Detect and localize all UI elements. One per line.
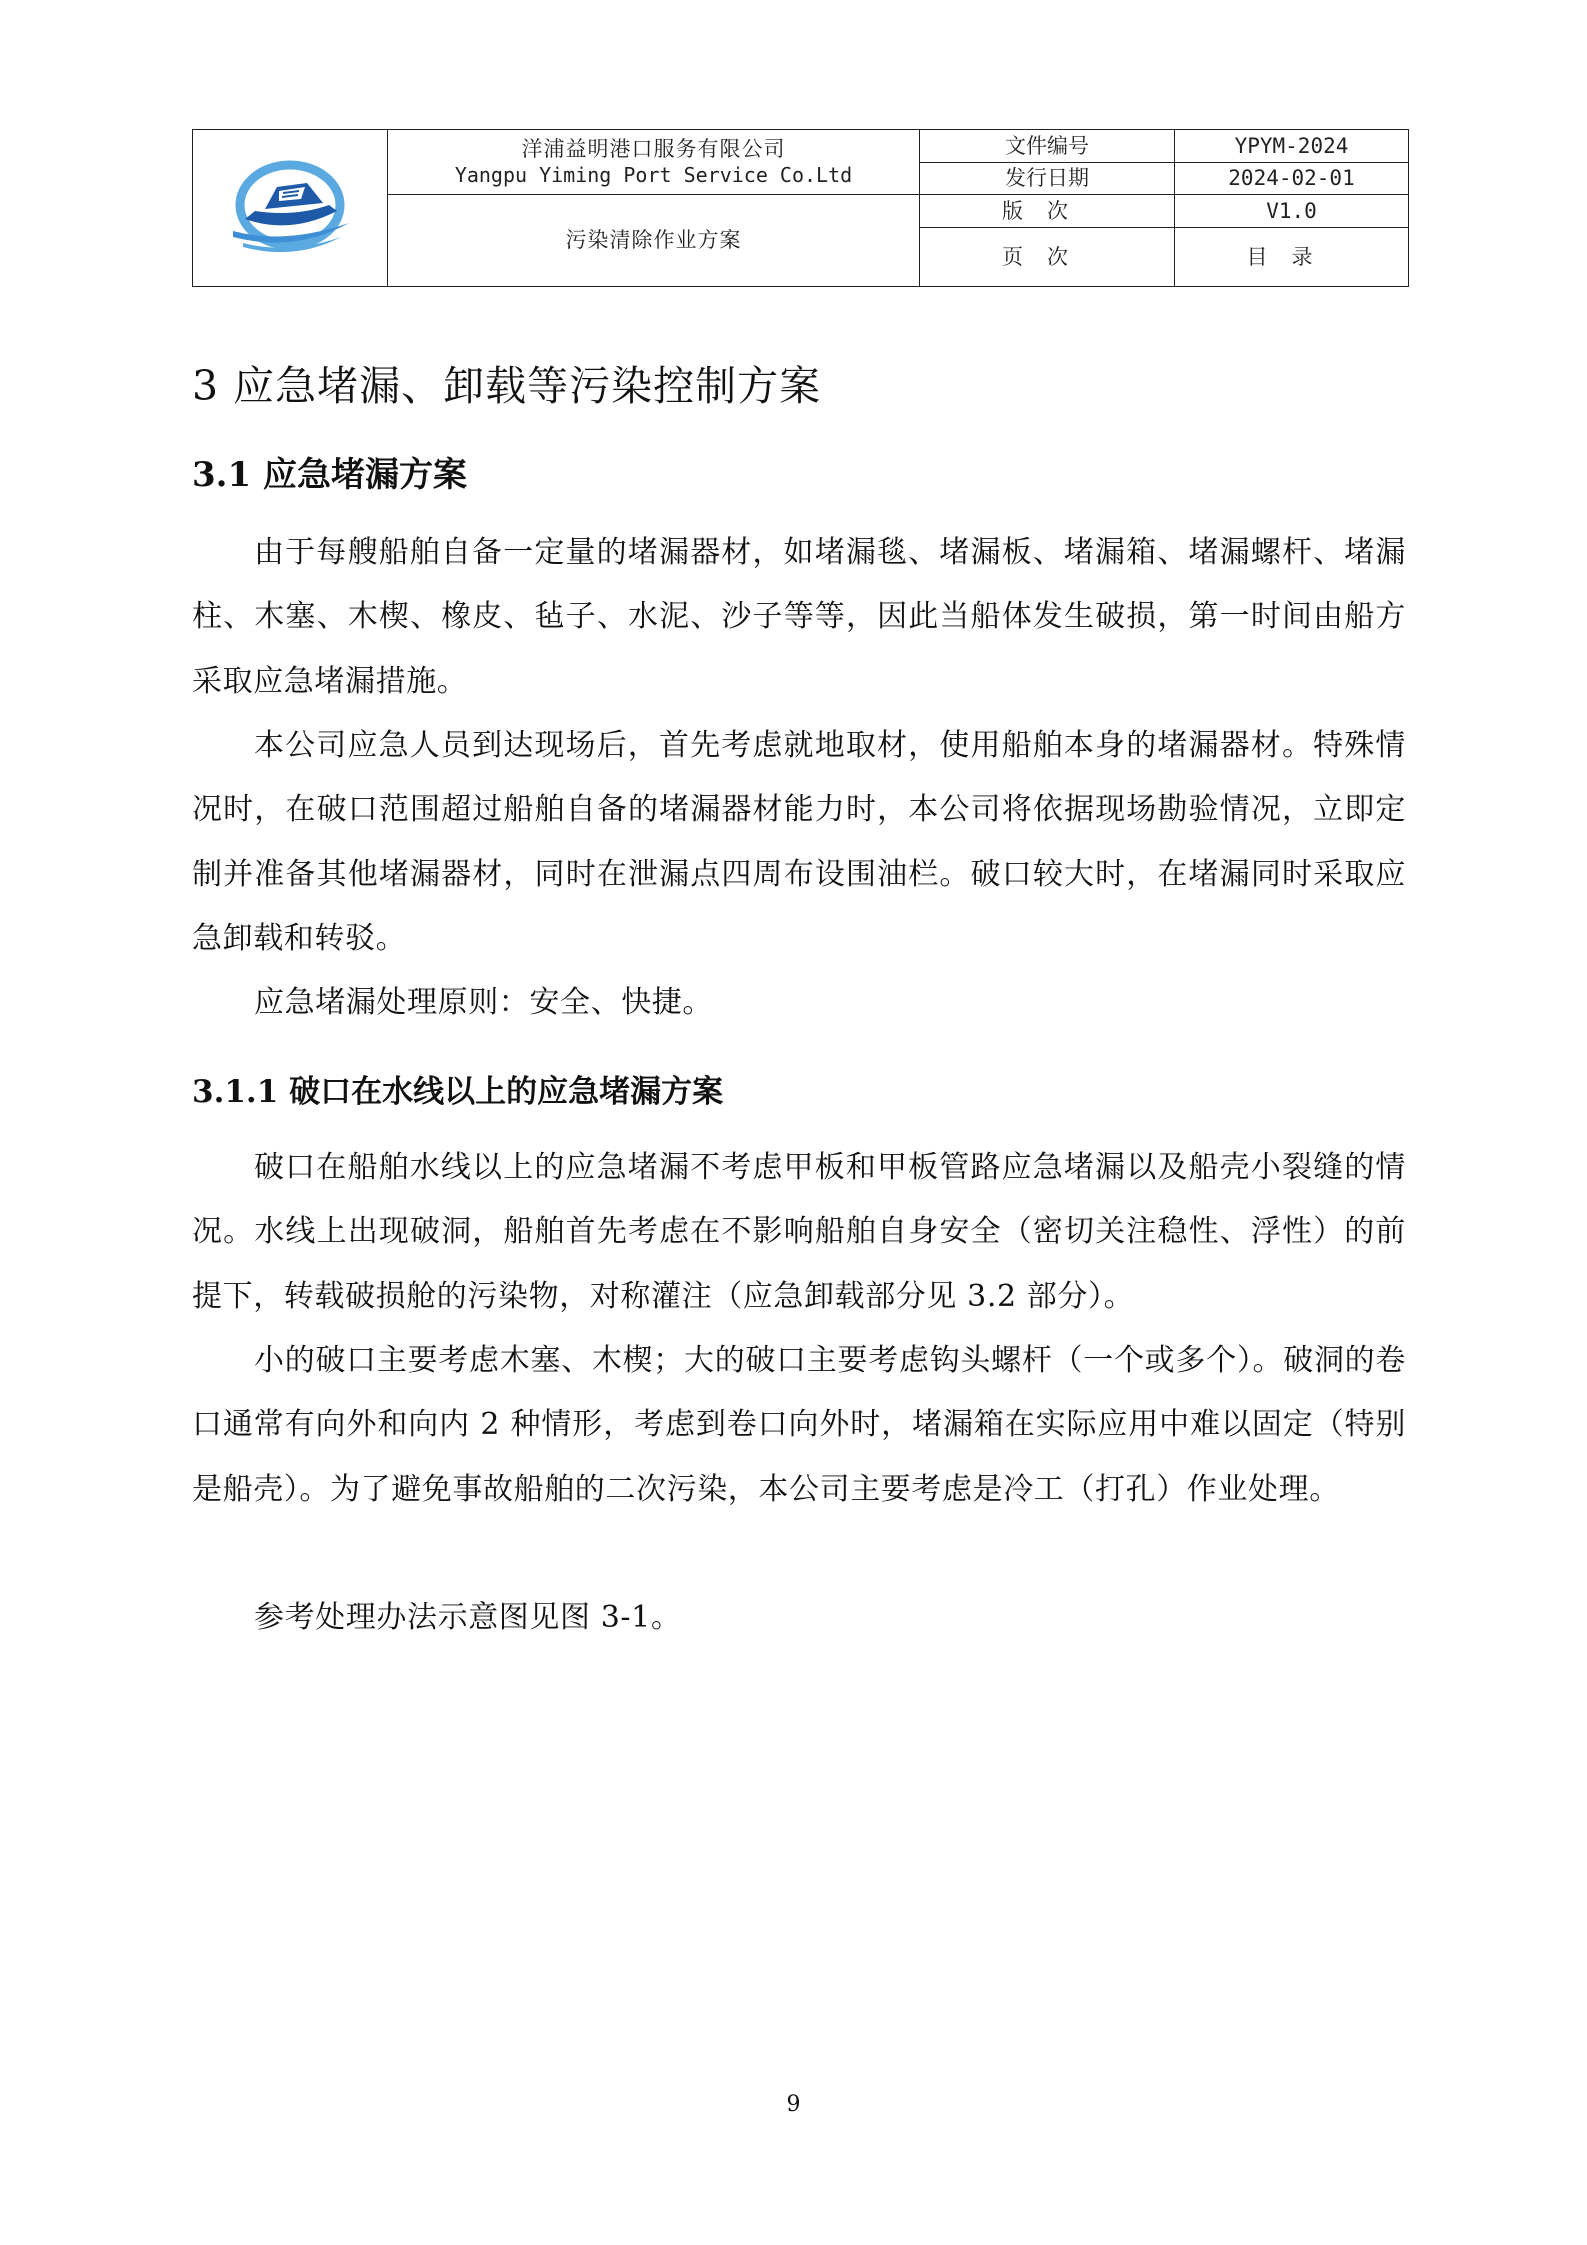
subsection-heading: 3.1.1 破口在水线以上的应急堵漏方案 — [192, 1074, 724, 1110]
page-number: 9 — [786, 2092, 801, 2117]
paragraph: 参考处理办法示意图见图 3-1。 — [254, 1600, 682, 1635]
document-title-cell: 污染清除作业方案 — [388, 195, 920, 287]
company-name-en: Yangpu Yiming Port Service Co.Ltd — [454, 162, 853, 187]
header-value-issue-date: 2024-02-01 — [1175, 163, 1409, 195]
header-label-issue-date: 发行日期 — [920, 163, 1175, 195]
paragraph: 应急堵漏处理原则：安全、快捷。 — [254, 985, 713, 1020]
logo-cell — [193, 130, 388, 287]
header-value-page: 目录 — [1175, 228, 1409, 287]
chapter-heading: 3 应急堵漏、卸载等污染控制方案 — [192, 362, 822, 410]
document-header-table — [192, 129, 1409, 287]
header-label-page: 页次 — [920, 228, 1175, 287]
header-value-version: V1.0 — [1175, 195, 1409, 228]
section-heading: 3.1 应急堵漏方案 — [192, 455, 467, 495]
header-value-doc-number: YPYM-2024 — [1175, 130, 1409, 163]
paragraph: 由于每艘船舶自备一定量的堵漏器材，如堵漏毯、堵漏板、堵漏箱、堵漏螺杆、堵漏柱、木塞、木楔、橡皮、毡子、水泥、沙子等等，因此当船体发生破损，第一时间由船方采取应急堵漏措施。 — [192, 535, 1406, 699]
company-name-cell — [388, 130, 920, 195]
header-label-version: 版次 — [920, 195, 1175, 228]
paragraph: 本公司应急人员到达现场后，首先考虑就地取材，使用船舶本身的堵漏器材。特殊情况时，在破口范围超过船舶自备的堵漏器材能力时，本公司将依据现场勘验情况，立即定制并准备其他堵漏器材，同时在泄漏点四周布设围油栏。破口较大时，在堵漏同时采取应急卸载和转驳。 — [192, 728, 1406, 956]
paragraph: 破口在船舶水线以上的应急堵漏不考虑甲板和甲板管路应急堵漏以及船壳小裂缝的情况。水线上出现破洞，船舶首先考虑在不影响船舶自身安全（密切关注稳性、浮性）的前提下，转载破损舱的污染物，对称灌注（应急卸载部分见 3.2 部分）。 — [192, 1150, 1406, 1314]
company-logo-icon — [225, 153, 355, 263]
header-label-doc-number: 文件编号 — [920, 130, 1175, 163]
paragraph: 小的破口主要考虑木塞、木楔；大的破口主要考虑钩头螺杆（一个或多个）。破洞的卷口通常有向外和向内 2 种情形，考虑到卷口向外时，堵漏箱在实际应用中难以固定（特别是船壳）。为了避免事故船舶的二次污染，本公司主要考虑是冷工（打孔）作业处理。 — [192, 1343, 1406, 1507]
company-name-cn: 洋浦益明港口服务有限公司 — [521, 137, 786, 162]
